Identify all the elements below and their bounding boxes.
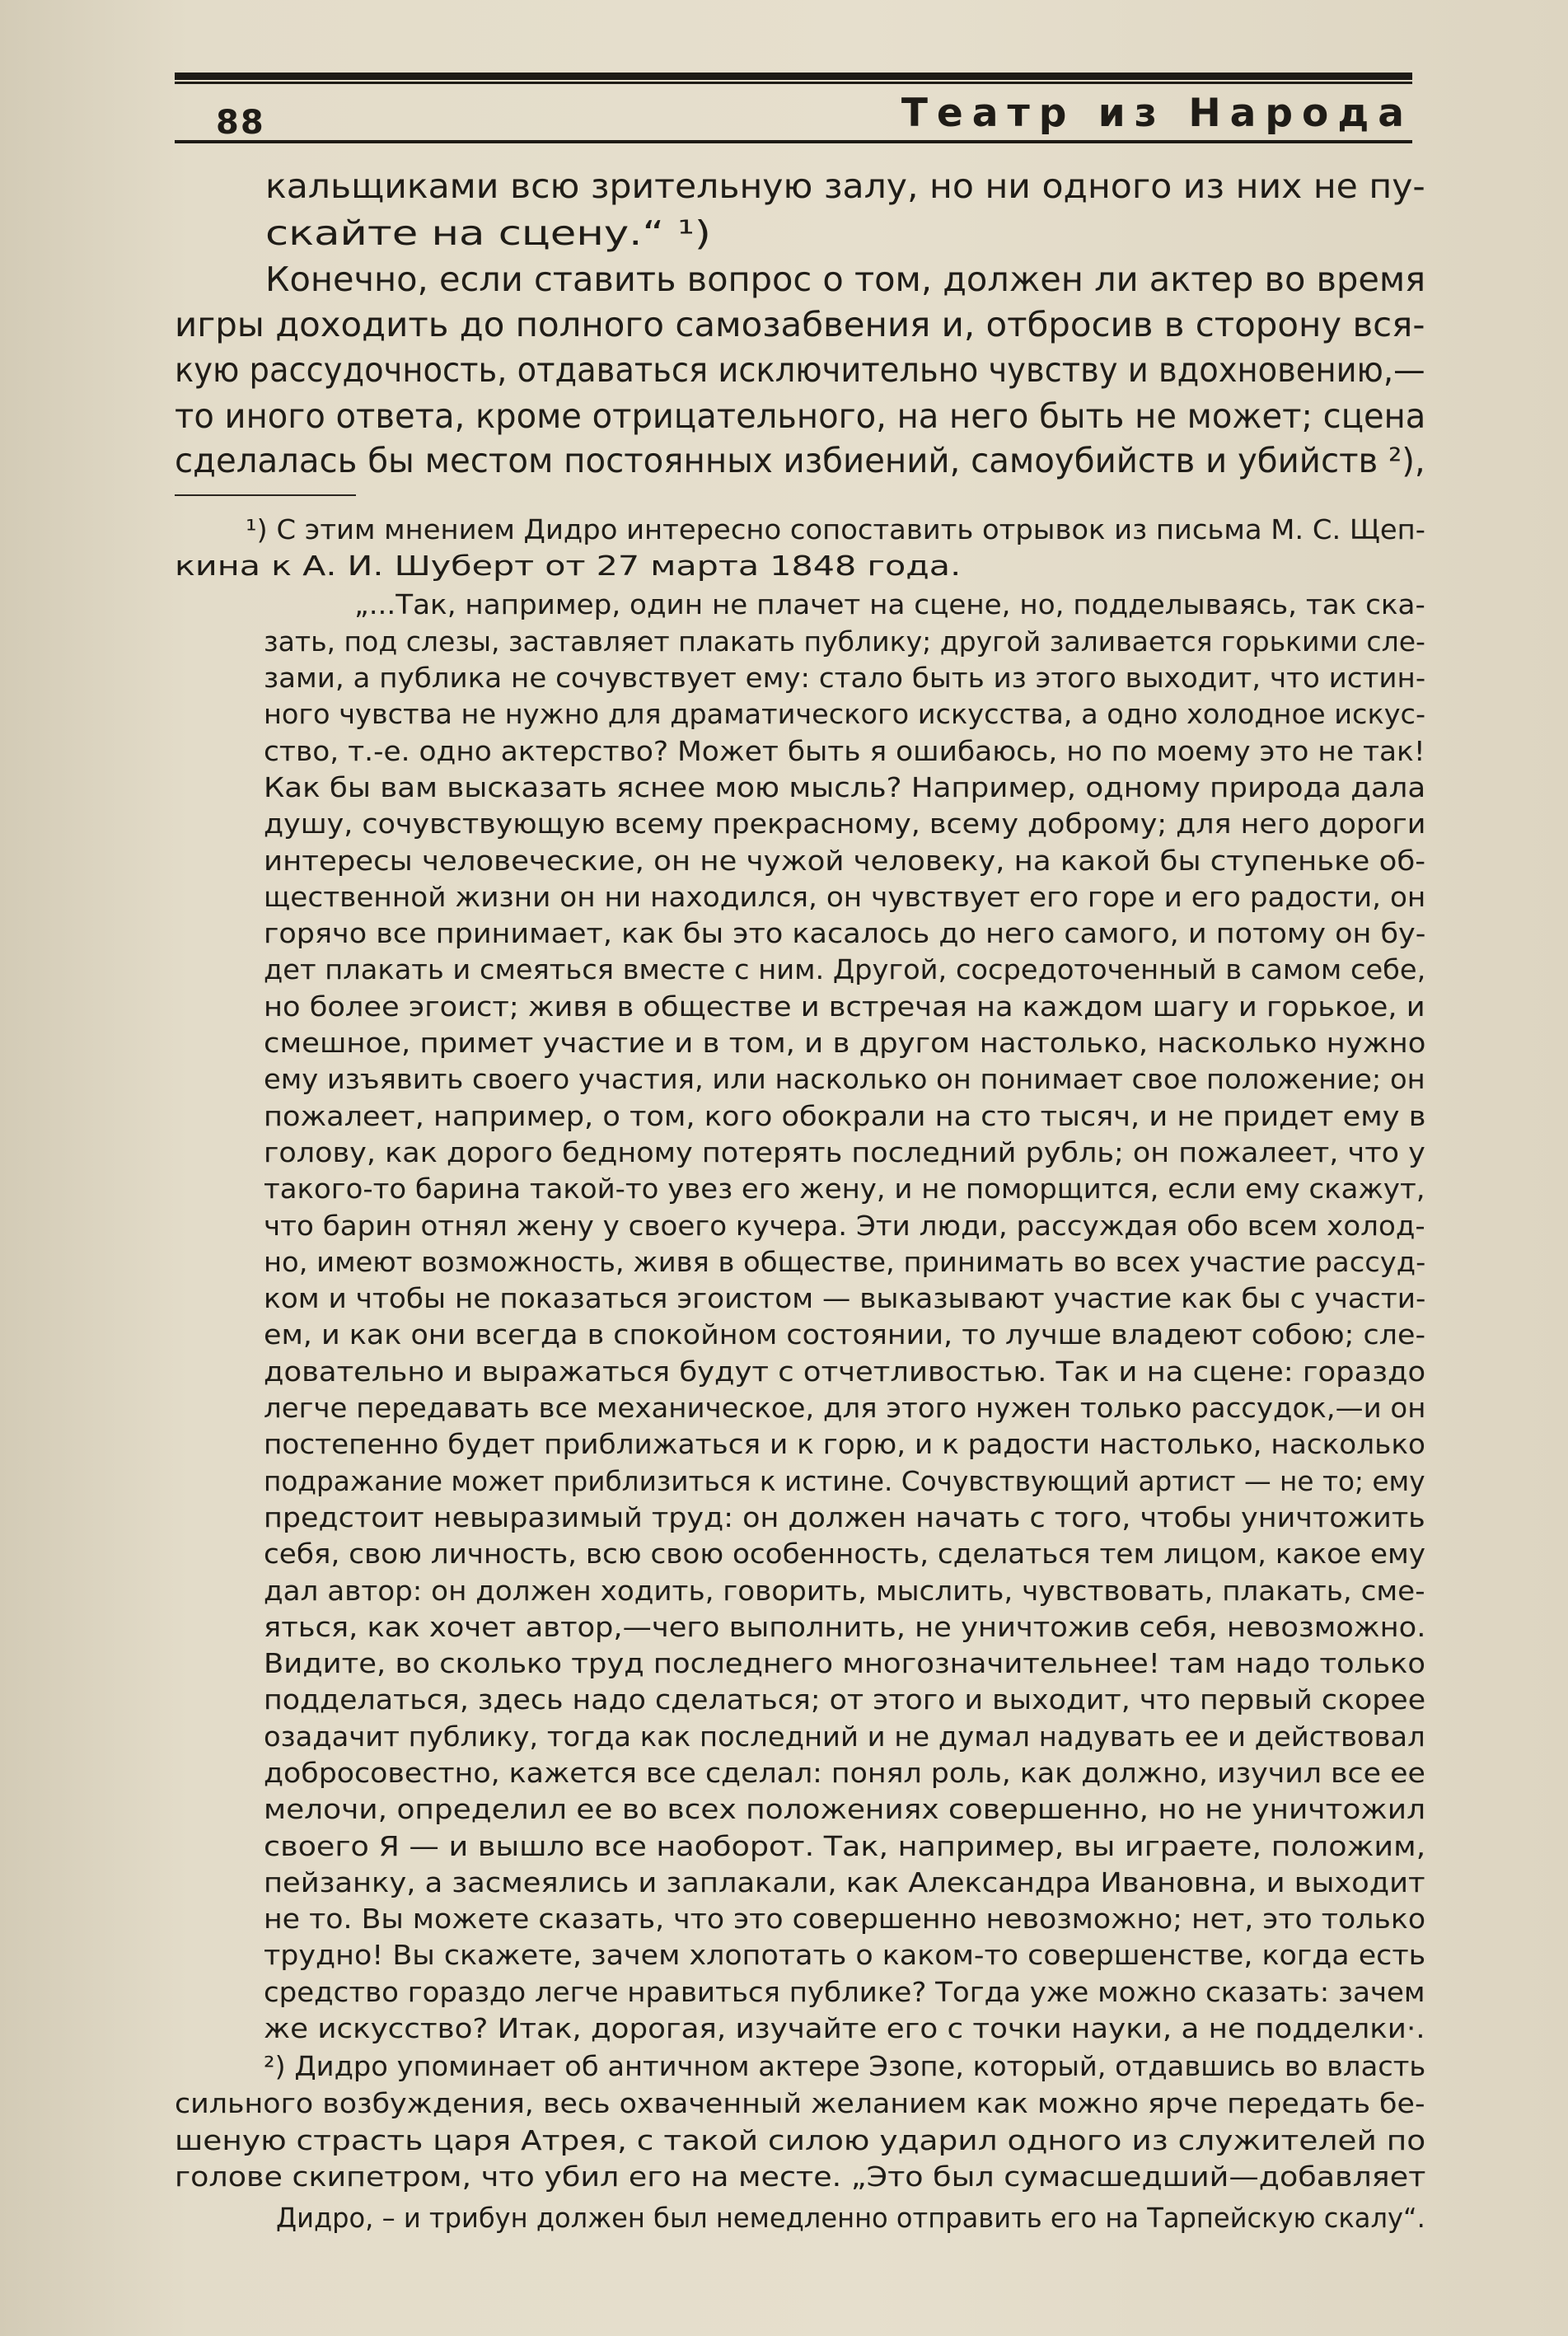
footnote-line: ем, и как они всегда в спокойном состоянии, то лучше владеют собою; сле- xyxy=(264,1318,1426,1351)
footnote-line: голову, как дорого бедному потерять последний рубль; он пожалеет, что у xyxy=(264,1136,1425,1168)
footnote-line: трудно! Вы скажете, зачем хлопотать о каком-то совершенстве, когда есть xyxy=(264,1939,1426,1971)
footnote-line: ²) Дидро упоминает об античном актере Эзопе, который, отдавшись во власть xyxy=(264,2050,1426,2082)
main-line: кую рассудочность, отдаваться исключительно чувству и вдохновению,— xyxy=(175,350,1425,390)
footnote-line: шеную страсть царя Атрея, с такой силою ударил одного из служителей по xyxy=(175,2124,1426,2156)
footnote-line: довательно и выражаться будут с отчетливостью. Так и на сцене: гораздо xyxy=(264,1355,1426,1388)
footnote-separator xyxy=(175,494,356,496)
footnote-line: озадачит публику, тогда как последний и не думал надувать ее и действовал xyxy=(264,1720,1425,1753)
footnote-line: что барин отнял жену у своего кучера. Эти люди, рассуждая обо всем холод- xyxy=(264,1210,1425,1242)
footnote-line: своего Я — и вышло все наоборот. Так, например, вы играете, положим, xyxy=(264,1830,1426,1862)
footnote-line: средство гораздо легче нравиться публике? Тогда уже можно сказать: зачем xyxy=(264,1976,1425,2008)
main-line: то иного ответа, кроме отрицательного, на него быть не может; сцена xyxy=(175,396,1426,436)
footnote-line: сильного возбуждения, весь охваченный желанием как можно ярче передать бе- xyxy=(175,2087,1425,2119)
main-line: сделалась бы местом постоянных избиений, самоубийств и убийств ²), xyxy=(175,441,1425,480)
header-rule-thick xyxy=(175,73,1412,80)
main-line: Конечно, если ставить вопрос о том, должен ли актер во время xyxy=(265,260,1426,299)
main-line: кальщиками всю зрительную залу, но ни одного из них не пу- xyxy=(265,166,1425,206)
footnote-line: зами, а публика не сочувствует ему: стало быть из этого выходит, что истин- xyxy=(264,662,1426,694)
footnote-line: себя, свою личность, всю свою особенность, сделаться тем лицом, какое ему xyxy=(264,1538,1426,1570)
footnote-line: ком и чтобы не показаться эгоистом — выказывают участие как бы с участи- xyxy=(264,1282,1426,1314)
footnote-line: не то. Вы можете сказать, что это совершенно невозможно; нет, это только xyxy=(264,1903,1426,1935)
footnote-line: пейзанку, а засмеялись и заплакали, как Александра Ивановна, и выходит xyxy=(264,1866,1425,1898)
footnote-line: добросовестно, кажется все сделал: понял роль, как должно, изучил все ее xyxy=(264,1757,1425,1789)
footnote-line: пожалеет, например, о том, кого обокрали на сто тысяч, и не придет ему в xyxy=(264,1100,1426,1132)
footnote-line: Дидро, – и трибун должен был немедленно отправить его на Тарпейскую скалу“. xyxy=(276,2202,1425,2234)
main-line: скайте на сцену.“ ¹) xyxy=(265,213,711,253)
footnote-line: ему изъявить своего участия, или насколько он понимает свое положение; он xyxy=(264,1063,1425,1095)
footnote-line: Как бы вам высказать яснее мою мысль? Например, одному природа дала xyxy=(264,771,1426,803)
footnote-line: подделаться, здесь надо сделаться; от этого и выходит, что первый скорее xyxy=(264,1683,1426,1716)
footnote-line: легче передавать все механическое, для этого нужен только рассудок,—и он xyxy=(264,1392,1426,1424)
running-title: Театр из Народа xyxy=(901,91,1413,136)
page-number: 88 xyxy=(216,104,265,142)
footnote-line: яться, как хочет автор,—чего выполнить, не уничтожив себя, невозможно. xyxy=(264,1611,1426,1643)
footnote-line: дал автор: он должен ходить, говорить, мыслить, чувствовать, плакать, сме- xyxy=(264,1575,1425,1607)
footnote-line: зать, под слезы, заставляет плакать публику; другой заливается горькими сле- xyxy=(264,625,1425,658)
footnote-line: „...Так, например, один не плачет на сцене, но, подделываясь, так ска- xyxy=(354,588,1425,620)
footnote-line: же искусство? Итак, дорогая, изучайте его с точки науки, а не подделки·. xyxy=(264,2012,1425,2044)
footnote-line: но более эгоист; живя в обществе и встречая на каждом шагу и горькое, и xyxy=(264,990,1425,1023)
footnote-line: кина к А. И. Шуберт от 27 марта 1848 года. xyxy=(175,550,962,582)
footnote-line: подражание может приблизиться к истине. Сочувствующий артист — не то; ему xyxy=(264,1465,1425,1497)
footnote-line: предстоит невыразимый труд: он должен начать с того, чтобы уничтожить xyxy=(264,1501,1425,1533)
footnote-line: ¹) С этим мнением Дидро интересно сопоставить отрывок из письма М. С. Щеп- xyxy=(246,513,1425,545)
footnote-line: Видите, во сколько труд последнего многозначительнее! там надо только xyxy=(264,1647,1426,1679)
footnote-line: голове скипетром, что убил его на месте. „Это был сумасшедший—добавляет xyxy=(175,2160,1426,2193)
footnote-line: душу, сочувствующую всему прекрасному, всему доброму; для него дороги xyxy=(264,808,1426,840)
footnote-line: ство, т.-е. одно актерство? Может быть я ошибаюсь, но по моему это не так! xyxy=(264,735,1425,767)
footnote-line: ного чувства не нужно для драматического искусства, а одно холодное искус- xyxy=(264,698,1426,730)
footnote-line: такого-то барина такой-то увез его жену, и не поморщится, если ему скажут, xyxy=(264,1173,1425,1205)
footnote-line: горячо все принимает, как бы это касалось до него самого, и потому он бу- xyxy=(264,917,1426,949)
footnote-line: мелочи, определил ее во всех положениях совершенно, но не уничтожил xyxy=(264,1793,1426,1825)
footnote-line: но, имеют возможность, живя в обществе, принимать во всех участие рассуд- xyxy=(264,1246,1426,1278)
footnote-line: постепенно будет приближаться и к горю, и к радости настолько, насколько xyxy=(264,1428,1425,1460)
header-rule-bottom xyxy=(175,140,1412,143)
header-rule-thin xyxy=(175,82,1412,84)
main-line: игры доходить до полного самозабвения и, отбросив в сторону вся- xyxy=(175,305,1425,344)
footnote-line: щественной жизни он ни находился, он чувствует его горе и его радости, он xyxy=(264,881,1426,913)
footnote-line: дет плакать и смеяться вместе с ним. Другой, сосредоточенный в самом себе, xyxy=(264,953,1426,985)
footnote-line: интересы человеческие, он не чужой человеку, на какой бы ступеньке об- xyxy=(264,845,1426,877)
footnote-line: смешное, примет участие и в том, и в другом настолько, насколько нужно xyxy=(264,1027,1426,1059)
